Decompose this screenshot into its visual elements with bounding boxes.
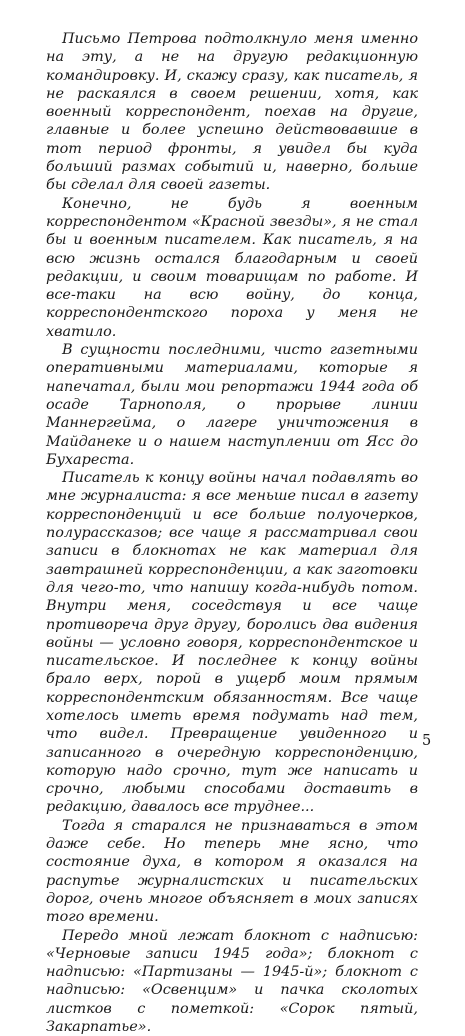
- paragraph: Письмо Петрова подтолкнуло меня именно на эту, а не на другую редакционную командировку. И, скажу сразу, как писатель, я не раскаялся в своем решении, хотя, как военный корреспондент, поехав на другие, главные и более успешно действовавшие в тот период фронты, я увидел бы куда больший размах событий и, наверно, больше бы сделал для своей газеты.: [46, 31, 418, 194]
- paragraph: Конечно, не будь я военным корреспондентом «Красной звезды», я не стал бы и военным писателем. Как писатель, я на всю жизнь остался благодарным и своей редакции, и своим товарищам по работе. И все-таки на всю войну, до конца, корреспондентского пороха у меня не хватило.: [46, 195, 418, 340]
- paragraph: Передо мной лежат блокнот с надписью: «Черновые записи 1945 года»; блокнот с надписью: «Партизаны — 1945-й»; блокнот с надписью: «Освенцим» и пачка сколотых листков с пометкой: «Сорок пятый, Закарпатье».: [46, 927, 418, 1036]
- page-text-block: [46, 30, 418, 1036]
- paragraph: Тогда я старался не признаваться в этом даже себе. Но теперь мне ясно, что состояние духа, в котором я оказался на распутье журналистских и писательских дорог, очень многое объясняет в моих записях того времени.: [46, 817, 418, 926]
- paragraph: В сущности последними, чисто газетными оперативными материалами, которые я напечатал, были мои репортажи 1944 года об осаде Тарнополя, о прорыве линии Маннергейма, о лагере уничтожения в Майданеке и о нашем наступлении от Ясс до Бухареста.: [46, 342, 418, 468]
- paragraph: Писатель к концу войны начал подавлять во мне журналиста: я все меньше писал в газету корреспонденций и все больше полуочерков, полурассказов; все чаще я рассматривал свои записи в блокнотах не как материал для завтрашней корреспонденции, а как заготовки для чего-то, что напишу когда-нибудь потом. Внутри меня, соседствуя и все чаще противореча друг другу, боролись два видения войны — условно говоря, корреспондентское и писательское. И последнее к концу войны брало верх, порой в ущерб моим прямым корреспондентским обязанностям. Все чаще хотелось иметь время подумать над тем, что видел. Превращение увиденного и записанного в очередную корреспонденцию, которую надо срочно, тут же написать и срочно, любыми способами доставить в редакцию, давалось все труднее...: [46, 470, 418, 816]
- page-number: 5: [422, 733, 432, 749]
